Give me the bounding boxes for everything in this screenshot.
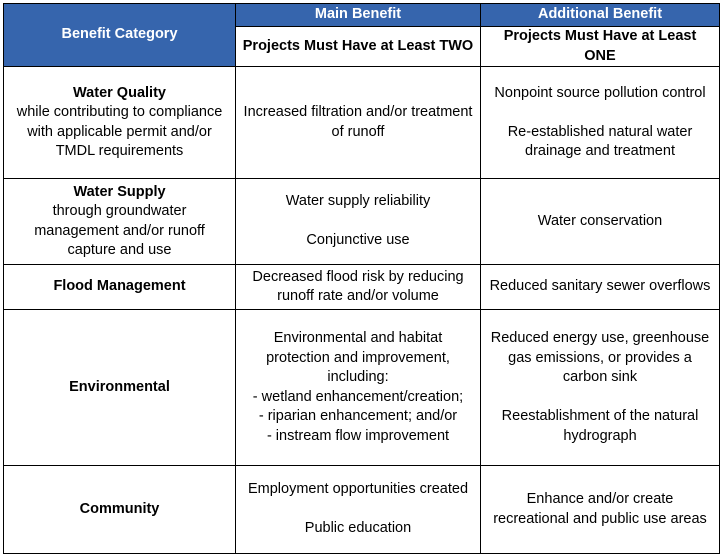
main-benefit-subitem: - instream flow improvement [266, 427, 450, 444]
category-title: Environmental [69, 378, 170, 395]
additional-benefit-cell [481, 265, 720, 310]
category-detail: through groundwater management and/or runoff capture and use [34, 203, 205, 258]
main-benefit-cell [236, 179, 481, 265]
main-benefit-item: Water supply reliability [285, 193, 431, 210]
category-cell [4, 466, 236, 554]
table-row [4, 179, 720, 265]
category-title: Community [79, 500, 160, 517]
additional-benefit-requirement: Projects Must Have at Least ONE [481, 27, 720, 67]
benefits-table [3, 3, 720, 554]
additional-benefit-cell [481, 310, 720, 466]
additional-benefit-item: Water conservation [537, 212, 663, 229]
table-row [4, 310, 720, 466]
additional-benefit-cell [481, 67, 720, 179]
main-benefit-subitem: - wetland enhancement/creation; [252, 388, 464, 405]
category-cell [4, 265, 236, 310]
additional-benefit-item: Reduced sanitary sewer overflows [489, 278, 711, 295]
additional-benefit-item: Enhance and/or create recreational and public use areas [493, 491, 707, 527]
main-benefit-requirement: Projects Must Have at Least TWO [236, 27, 481, 67]
additional-benefit-item: Nonpoint source pollution control [494, 84, 706, 101]
table-row [4, 466, 720, 554]
main-benefit-subitem: - riparian enhancement; and/or [258, 408, 458, 424]
category-title: Flood Management [53, 278, 186, 295]
main-benefit-item: Environmental and habitat protection and improvement, including: [266, 330, 450, 385]
category-title: Water Quality [73, 84, 166, 101]
additional-benefit-cell [481, 466, 720, 554]
category-title: Water Supply [73, 183, 166, 200]
header-benefit-category: Benefit Category [4, 4, 236, 67]
table-row [4, 67, 720, 179]
additional-benefit-item: Re-established natural water drainage and treatment [507, 123, 693, 159]
additional-benefit-cell [481, 179, 720, 265]
table-row [4, 265, 720, 310]
category-cell [4, 67, 236, 179]
category-detail: while contributing to compliance with applicable permit and/or TMDL requirements [16, 104, 223, 159]
category-cell [4, 310, 236, 466]
main-benefit-item: Increased filtration and/or treatment of runoff [243, 104, 473, 140]
additional-benefit-item: Reduced energy use, greenhouse gas emissions, or provides a carbon sink [490, 330, 710, 385]
header-main-benefit: Main Benefit [236, 4, 481, 27]
main-benefit-item: Decreased flood risk by reducing runoff rate and/or volume [252, 268, 464, 304]
main-benefit-cell [236, 67, 481, 179]
additional-benefit-item: Reestablishment of the natural hydrograph [501, 408, 699, 444]
main-benefit-item: Conjunctive use [306, 232, 410, 249]
main-benefit-item: Public education [304, 520, 412, 537]
main-benefit-item: Employment opportunities created [247, 481, 469, 498]
header-additional-benefit: Additional Benefit [481, 4, 720, 27]
category-cell [4, 179, 236, 265]
main-benefit-cell [236, 265, 481, 310]
main-benefit-cell [236, 466, 481, 554]
main-benefit-cell [236, 310, 481, 466]
